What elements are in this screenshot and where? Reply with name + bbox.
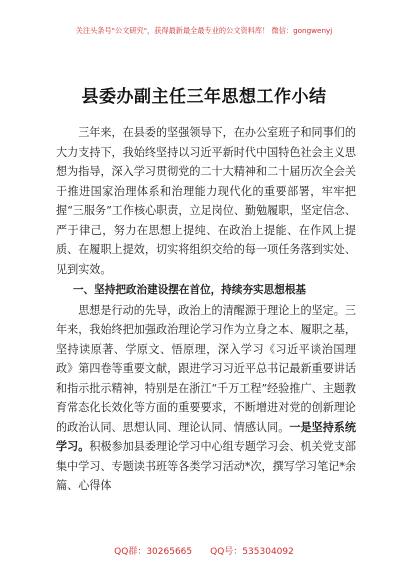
footer-qq: QQ号：535304092 [210,547,294,557]
paragraph-section-1-tail: 积极参加县委理论学习中心组专题学习会、机关党支部集中学习、专题读书班等各类学习活动*次，撰写学习笔记*余篇、心得体 [56,440,356,492]
paragraph-section-1-emphasis: 一是坚持系统学习。 [56,420,356,453]
paragraph-section-1 [56,301,356,496]
footer-qq-group: QQ群：30265665 [114,547,193,557]
section-heading-1: 一、坚持把政治建设摆在首位，持续夯实思想根基 [72,284,307,296]
document-title: 县委办副主任三年思想工作小结 [81,87,327,107]
paragraph-section-1-text: 思想是行动的先导，政治上的清醒源于理论上的坚定。三年来，我始终把加强政治理论学习作为立身之本、履职之基，坚持读原著、学原文、悟原理，深入学习《习近平谈治国理政》第四卷等重要文献，跟进学习习近平总书记最新重要讲话和指示批示精神，特别是在浙江“千万工程”经验推广、主题教育常态化长效化等方面的重要要求，不断增进对党的创新理论的政治认同、思想认同、理论认同、情感认同。 [56,303,356,434]
paragraph-intro: 三年来，在县委的坚强领导下，在办公室班子和同事们的大力支持下，我始终坚持以习近平新时代中国特色社会主义思想为指导，深入学习贯彻党的二十大精神和二十届历次全会关于推进国家治理体系和治理能力现代化的重要部署，牢牢把握“三服务”工作核心职责，立足岗位、勤勉履职，坚定信念、严于律己，努力在思想上提纯、在政治上提能、在作风上提质、在履职上提效，切实将组织交给的每一项任务落到实处、见到实效。 [56,126,356,276]
header-notice: 关注头条号"公文研究"，获得最新最全最专业的公文资料库！ 微信：gongwenyj [75,26,333,35]
document-body [56,123,356,496]
footer-contact [0,544,408,557]
